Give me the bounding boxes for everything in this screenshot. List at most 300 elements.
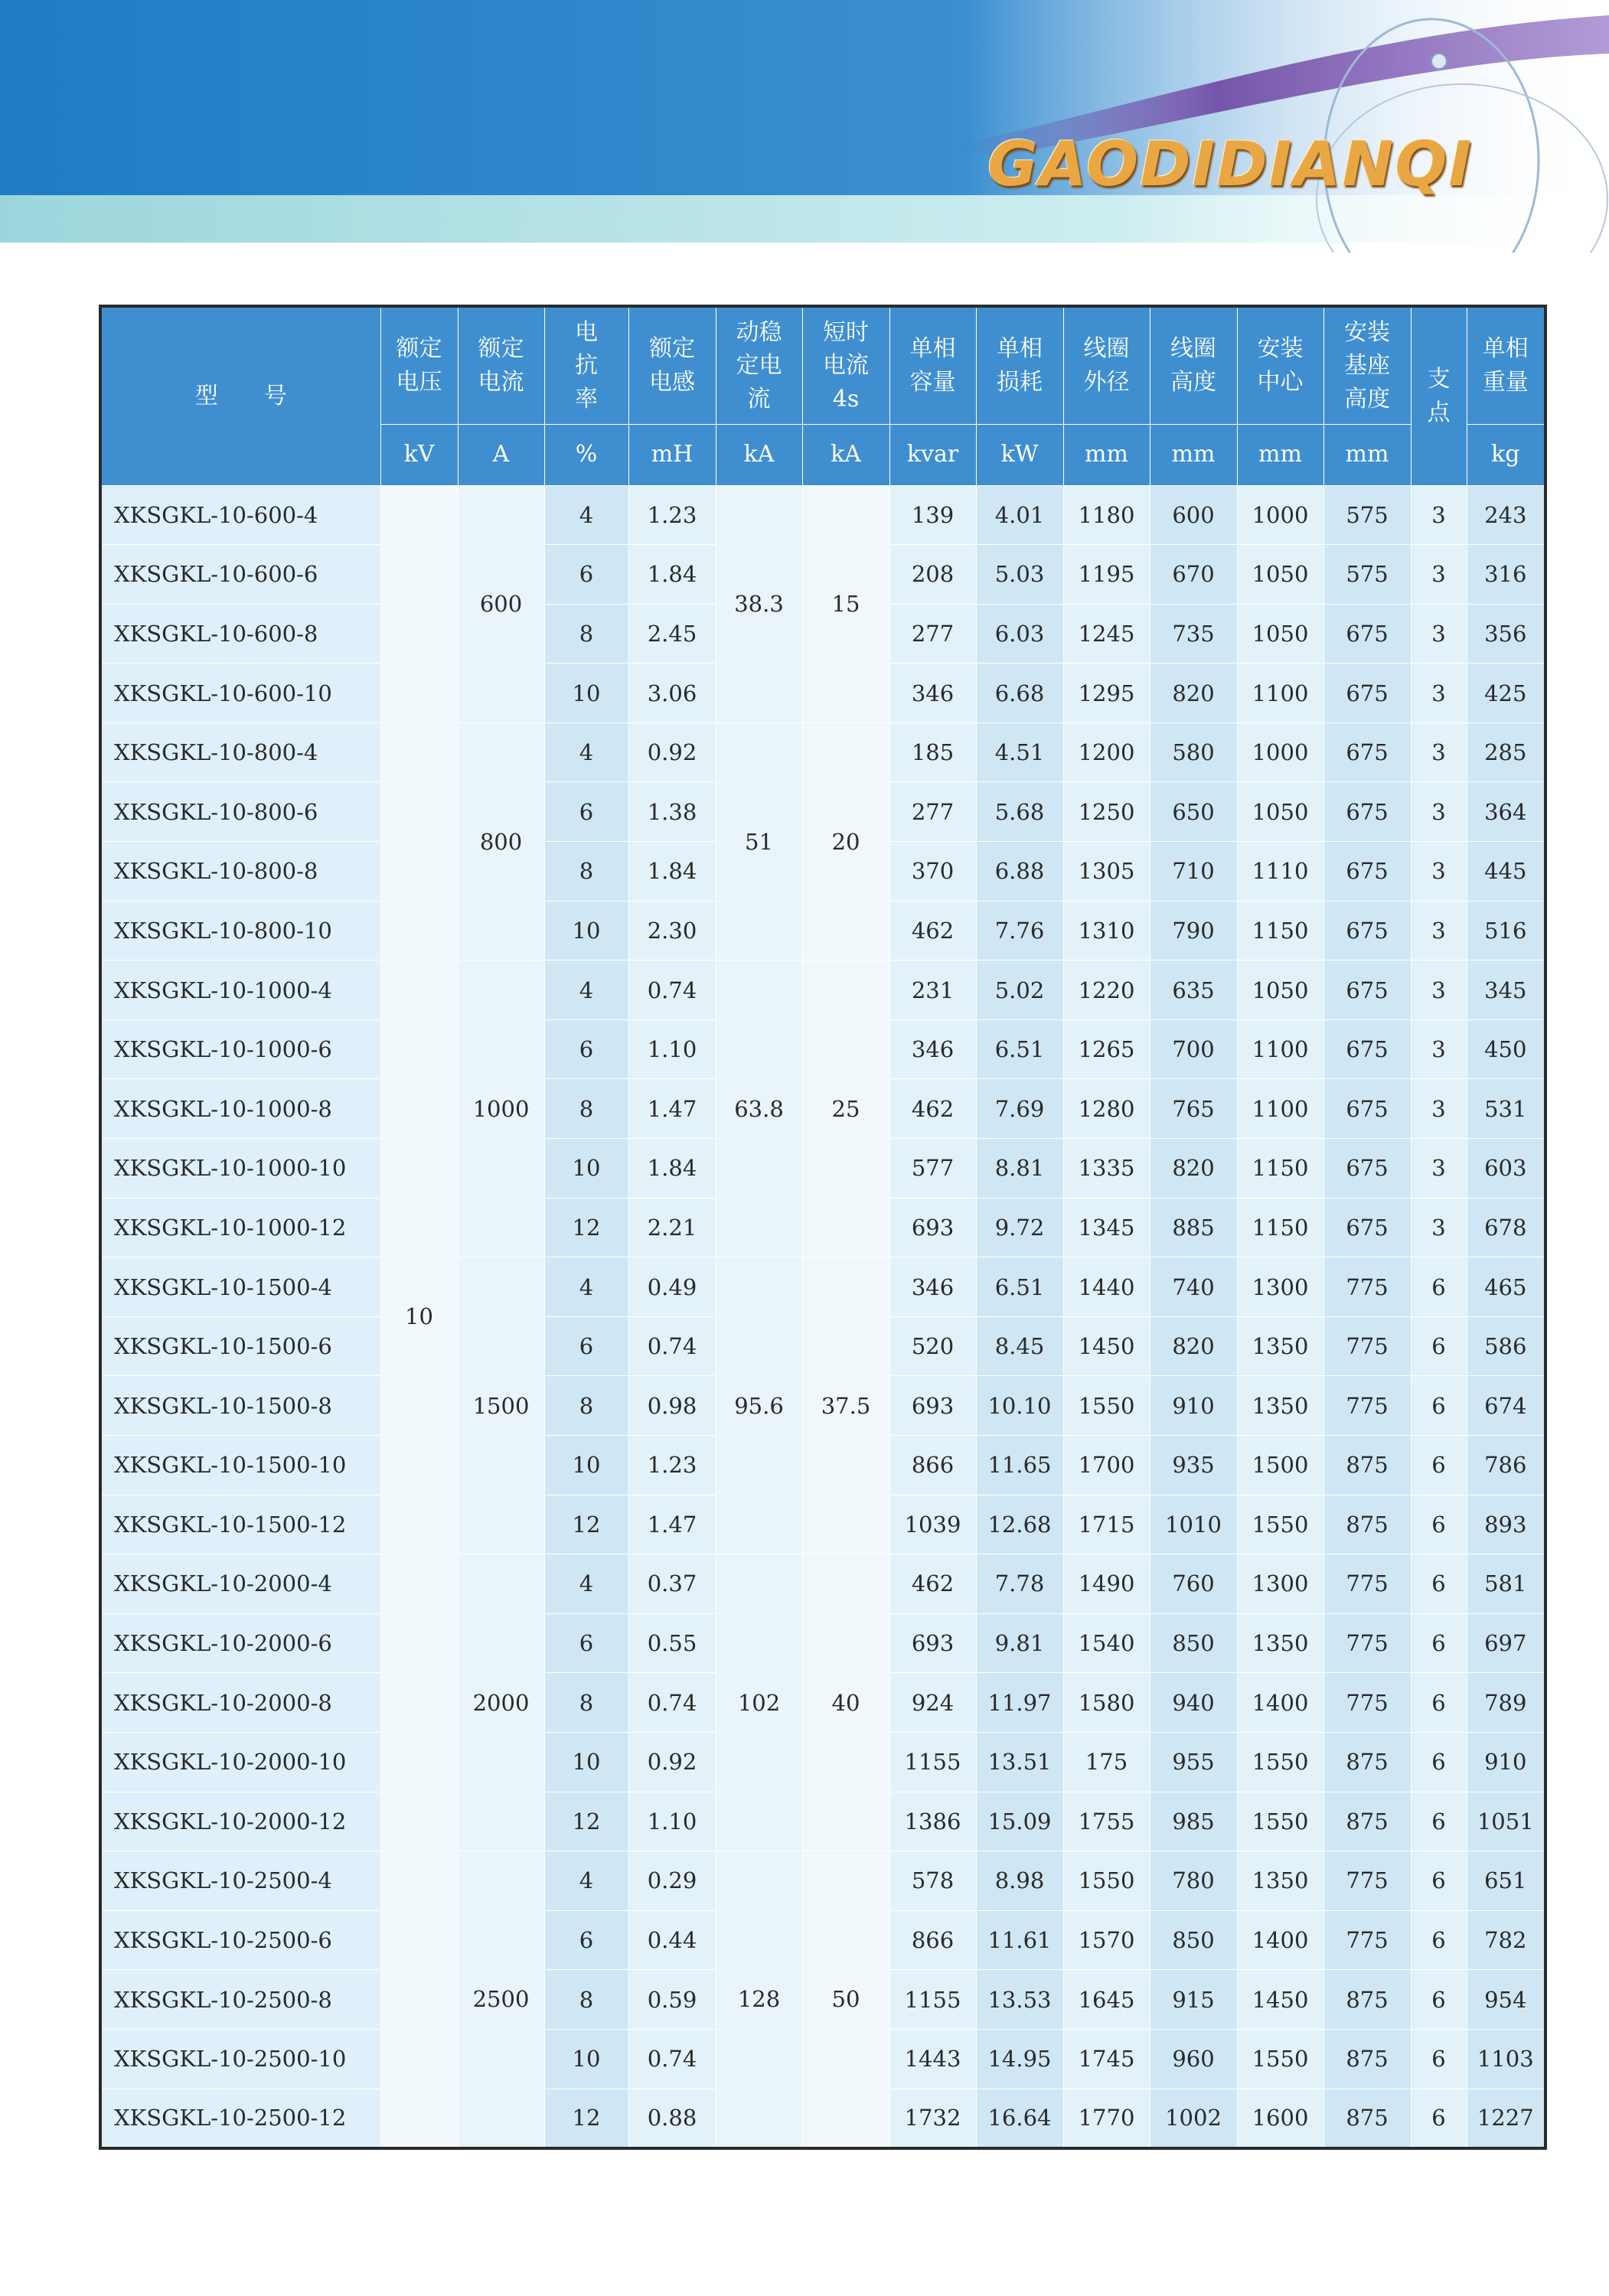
coil-height-cell: 820 [1150, 1139, 1237, 1199]
reactance-rate-cell: 8 [544, 604, 628, 664]
base-height-cell: 875 [1323, 1436, 1411, 1495]
support-points-cell: 6 [1411, 1970, 1467, 2030]
support-points-cell: 6 [1411, 1613, 1467, 1673]
reactance-rate-cell: 6 [544, 545, 628, 605]
mount-center-cell: 1150 [1237, 901, 1323, 960]
coil-height-cell: 580 [1150, 722, 1237, 782]
unit-header: mm [1150, 424, 1237, 485]
coil-diameter-cell: 1280 [1063, 1079, 1150, 1139]
inductance-cell: 3.06 [628, 664, 716, 723]
coil-height-cell: 935 [1150, 1436, 1237, 1495]
base-height-cell: 675 [1323, 1079, 1411, 1139]
column-header: 额定 电感 [628, 306, 716, 424]
support-points-cell: 3 [1411, 1079, 1467, 1139]
mount-center-cell: 1300 [1237, 1554, 1323, 1614]
support-points-cell: 3 [1411, 604, 1467, 664]
loss-cell: 16.64 [976, 2089, 1063, 2148]
weight-cell: 651 [1467, 1851, 1545, 1911]
inductance-cell: 2.45 [628, 604, 716, 664]
capacity-cell: 577 [889, 1139, 976, 1199]
mount-center-cell: 1550 [1237, 1732, 1323, 1792]
mount-center-cell: 1150 [1237, 1139, 1323, 1199]
loss-cell: 14.95 [976, 2029, 1063, 2089]
loss-cell: 6.88 [976, 842, 1063, 902]
loss-cell: 9.81 [976, 1613, 1063, 1673]
loss-cell: 13.51 [976, 1732, 1063, 1792]
model-cell: XKSGKL-10-800-8 [100, 842, 380, 902]
mount-center-cell: 1150 [1237, 1198, 1323, 1257]
loss-cell: 7.69 [976, 1079, 1063, 1139]
weight-cell: 893 [1467, 1495, 1545, 1554]
coil-diameter-cell: 1770 [1063, 2089, 1150, 2148]
mount-center-cell: 1400 [1237, 1673, 1323, 1733]
inductance-cell: 0.74 [628, 1316, 716, 1376]
unit-header: mH [628, 424, 716, 485]
model-cell: XKSGKL-10-600-10 [100, 664, 380, 723]
base-height-cell: 675 [1323, 960, 1411, 1020]
mount-center-cell: 1050 [1237, 604, 1323, 664]
coil-height-cell: 635 [1150, 960, 1237, 1020]
capacity-cell: 139 [889, 485, 976, 545]
loss-cell: 4.51 [976, 722, 1063, 782]
coil-height-cell: 850 [1150, 1910, 1237, 1970]
base-height-cell: 675 [1323, 901, 1411, 960]
base-height-cell: 775 [1323, 1851, 1411, 1911]
base-height-cell: 675 [1323, 722, 1411, 782]
support-points-cell: 6 [1411, 1436, 1467, 1495]
mount-center-cell: 1550 [1237, 2029, 1323, 2089]
support-points-cell: 6 [1411, 1554, 1467, 1614]
capacity-cell: 1155 [889, 1732, 976, 1792]
base-height-cell: 775 [1323, 1554, 1411, 1614]
rated-current-cell: 2500 [458, 1851, 544, 2148]
model-cell: XKSGKL-10-1500-4 [100, 1257, 380, 1317]
loss-cell: 11.97 [976, 1673, 1063, 1733]
reactance-rate-cell: 6 [544, 1910, 628, 1970]
coil-height-cell: 915 [1150, 1970, 1237, 2030]
coil-diameter-cell: 1715 [1063, 1495, 1150, 1554]
coil-diameter-cell: 1580 [1063, 1673, 1150, 1733]
model-cell: XKSGKL-10-800-4 [100, 722, 380, 782]
capacity-cell: 924 [889, 1673, 976, 1733]
reactance-rate-cell: 8 [544, 1673, 628, 1733]
support-points-cell: 6 [1411, 1495, 1467, 1554]
model-cell: XKSGKL-10-1000-4 [100, 960, 380, 1020]
model-cell: XKSGKL-10-1500-6 [100, 1316, 380, 1376]
coil-height-cell: 710 [1150, 842, 1237, 902]
coil-diameter-cell: 1700 [1063, 1436, 1150, 1495]
inductance-cell: 1.38 [628, 782, 716, 842]
column-header: 安装 基座 高度 [1323, 306, 1411, 424]
inductance-cell: 0.92 [628, 1732, 716, 1792]
dynamic-current-cell: 63.8 [716, 960, 802, 1257]
support-points-cell: 6 [1411, 1257, 1467, 1317]
loss-cell: 11.65 [976, 1436, 1063, 1495]
mount-center-cell: 1450 [1237, 1970, 1323, 2030]
coil-diameter-cell: 1335 [1063, 1139, 1150, 1199]
base-height-cell: 775 [1323, 1910, 1411, 1970]
rated-voltage-cell: 10 [380, 485, 458, 2148]
base-height-cell: 675 [1323, 1198, 1411, 1257]
base-height-cell: 875 [1323, 1732, 1411, 1792]
capacity-cell: 693 [889, 1376, 976, 1436]
table-row [100, 485, 1545, 545]
inductance-cell: 0.88 [628, 2089, 716, 2148]
mount-center-cell: 1550 [1237, 1495, 1323, 1554]
support-points-cell: 6 [1411, 1673, 1467, 1733]
column-header: 额定 电流 [458, 306, 544, 424]
table-row [100, 960, 1545, 1020]
weight-cell: 586 [1467, 1316, 1545, 1376]
support-points-cell: 6 [1411, 1910, 1467, 1970]
mount-center-cell: 1000 [1237, 485, 1323, 545]
coil-height-cell: 670 [1150, 545, 1237, 605]
model-cell: XKSGKL-10-600-8 [100, 604, 380, 664]
mount-center-cell: 1300 [1237, 1257, 1323, 1317]
inductance-cell: 1.10 [628, 1019, 716, 1079]
column-header: 型 号 [100, 306, 380, 485]
unit-header: % [544, 424, 628, 485]
rated-current-cell: 2000 [458, 1554, 544, 1851]
capacity-cell: 866 [889, 1436, 976, 1495]
mount-center-cell: 1100 [1237, 1019, 1323, 1079]
coil-height-cell: 700 [1150, 1019, 1237, 1079]
unit-header: kA [716, 424, 802, 485]
capacity-cell: 866 [889, 1910, 976, 1970]
support-points-cell: 3 [1411, 545, 1467, 605]
loss-cell: 5.68 [976, 782, 1063, 842]
coil-diameter-cell: 1245 [1063, 604, 1150, 664]
coil-diameter-cell: 1200 [1063, 722, 1150, 782]
inductance-cell: 1.84 [628, 545, 716, 605]
base-height-cell: 775 [1323, 1673, 1411, 1733]
loss-cell: 8.81 [976, 1139, 1063, 1199]
coil-height-cell: 885 [1150, 1198, 1237, 1257]
model-cell: XKSGKL-10-800-10 [100, 901, 380, 960]
base-height-cell: 775 [1323, 1613, 1411, 1673]
base-height-cell: 675 [1323, 604, 1411, 664]
unit-header: mm [1063, 424, 1150, 485]
column-header: 短时 电流 4s [802, 306, 889, 424]
unit-header: kV [380, 424, 458, 485]
model-cell: XKSGKL-10-1500-12 [100, 1495, 380, 1554]
capacity-cell: 693 [889, 1613, 976, 1673]
coil-height-cell: 740 [1150, 1257, 1237, 1317]
support-points-cell: 3 [1411, 722, 1467, 782]
short-time-current-cell: 25 [802, 960, 889, 1257]
loss-cell: 6.51 [976, 1019, 1063, 1079]
base-height-cell: 675 [1323, 1139, 1411, 1199]
weight-cell: 356 [1467, 604, 1545, 664]
model-cell: XKSGKL-10-2500-10 [100, 2029, 380, 2089]
coil-diameter-cell: 1195 [1063, 545, 1150, 605]
mount-center-cell: 1600 [1237, 2089, 1323, 2148]
capacity-cell: 346 [889, 664, 976, 723]
unit-header: kA [802, 424, 889, 485]
model-cell: XKSGKL-10-2000-4 [100, 1554, 380, 1614]
inductance-cell: 0.49 [628, 1257, 716, 1317]
weight-cell: 450 [1467, 1019, 1545, 1079]
reactance-rate-cell: 4 [544, 1851, 628, 1911]
weight-cell: 425 [1467, 664, 1545, 723]
inductance-cell: 1.10 [628, 1792, 716, 1851]
model-cell: XKSGKL-10-1500-8 [100, 1376, 380, 1436]
coil-diameter-cell: 1310 [1063, 901, 1150, 960]
reactance-rate-cell: 4 [544, 960, 628, 1020]
dynamic-current-cell: 95.6 [716, 1257, 802, 1554]
unit-header: kg [1467, 424, 1545, 485]
inductance-cell: 0.74 [628, 960, 716, 1020]
coil-diameter-cell: 1265 [1063, 1019, 1150, 1079]
coil-diameter-cell: 1345 [1063, 1198, 1150, 1257]
capacity-cell: 520 [889, 1316, 976, 1376]
loss-cell: 12.68 [976, 1495, 1063, 1554]
capacity-cell: 462 [889, 901, 976, 960]
weight-cell: 954 [1467, 1970, 1545, 2030]
table-row [100, 1554, 1545, 1614]
base-height-cell: 675 [1323, 1019, 1411, 1079]
coil-diameter-cell: 1540 [1063, 1613, 1150, 1673]
weight-cell: 678 [1467, 1198, 1545, 1257]
coil-height-cell: 955 [1150, 1732, 1237, 1792]
capacity-cell: 462 [889, 1554, 976, 1614]
support-points-cell: 3 [1411, 1139, 1467, 1199]
capacity-cell: 370 [889, 842, 976, 902]
reactance-rate-cell: 4 [544, 1257, 628, 1317]
reactance-rate-cell: 8 [544, 1970, 628, 2030]
unit-header: A [458, 424, 544, 485]
coil-diameter-cell: 1220 [1063, 960, 1150, 1020]
weight-cell: 786 [1467, 1436, 1545, 1495]
column-header: 支 点 [1411, 306, 1467, 485]
model-cell: XKSGKL-10-2000-8 [100, 1673, 380, 1733]
coil-height-cell: 765 [1150, 1079, 1237, 1139]
reactance-rate-cell: 6 [544, 782, 628, 842]
mount-center-cell: 1500 [1237, 1436, 1323, 1495]
unit-header: kvar [889, 424, 976, 485]
base-height-cell: 775 [1323, 1316, 1411, 1376]
reactance-rate-cell: 8 [544, 1376, 628, 1436]
loss-cell: 7.78 [976, 1554, 1063, 1614]
reactance-rate-cell: 10 [544, 2029, 628, 2089]
mount-center-cell: 1050 [1237, 545, 1323, 605]
weight-cell: 465 [1467, 1257, 1545, 1317]
column-header: 线圈 高度 [1150, 306, 1237, 424]
reactance-rate-cell: 6 [544, 1613, 628, 1673]
base-height-cell: 675 [1323, 842, 1411, 902]
coil-diameter-cell: 1645 [1063, 1970, 1150, 2030]
reactance-rate-cell: 12 [544, 2089, 628, 2148]
unit-header: mm [1237, 424, 1323, 485]
coil-height-cell: 940 [1150, 1673, 1237, 1733]
reactance-rate-cell: 10 [544, 1139, 628, 1199]
mount-center-cell: 1100 [1237, 1079, 1323, 1139]
support-points-cell: 6 [1411, 1851, 1467, 1911]
model-cell: XKSGKL-10-800-6 [100, 782, 380, 842]
inductance-cell: 0.98 [628, 1376, 716, 1436]
model-cell: XKSGKL-10-2000-10 [100, 1732, 380, 1792]
capacity-cell: 1732 [889, 2089, 976, 2148]
model-cell: XKSGKL-10-2500-6 [100, 1910, 380, 1970]
support-points-cell: 6 [1411, 1316, 1467, 1376]
coil-height-cell: 1002 [1150, 2089, 1237, 2148]
loss-cell: 8.98 [976, 1851, 1063, 1911]
coil-diameter-cell: 1550 [1063, 1376, 1150, 1436]
dynamic-current-cell: 51 [716, 722, 802, 960]
capacity-cell: 277 [889, 604, 976, 664]
mount-center-cell: 1350 [1237, 1613, 1323, 1673]
specification-table [99, 305, 1547, 2150]
header-banner [0, 0, 1609, 253]
mount-center-cell: 1050 [1237, 960, 1323, 1020]
coil-height-cell: 910 [1150, 1376, 1237, 1436]
reactance-rate-cell: 4 [544, 485, 628, 545]
support-points-cell: 6 [1411, 1376, 1467, 1436]
coil-diameter-cell: 1570 [1063, 1910, 1150, 1970]
loss-cell: 4.01 [976, 485, 1063, 545]
column-header: 线圈 外径 [1063, 306, 1150, 424]
inductance-cell: 1.47 [628, 1079, 716, 1139]
inductance-cell: 0.55 [628, 1613, 716, 1673]
support-points-cell: 3 [1411, 901, 1467, 960]
loss-cell: 9.72 [976, 1198, 1063, 1257]
loss-cell: 10.10 [976, 1376, 1063, 1436]
mount-center-cell: 1100 [1237, 664, 1323, 723]
inductance-cell: 0.92 [628, 722, 716, 782]
weight-cell: 1103 [1467, 2029, 1545, 2089]
mount-center-cell: 1350 [1237, 1376, 1323, 1436]
support-points-cell: 3 [1411, 1019, 1467, 1079]
weight-cell: 243 [1467, 485, 1545, 545]
weight-cell: 531 [1467, 1079, 1545, 1139]
rated-current-cell: 1000 [458, 960, 544, 1257]
support-points-cell: 3 [1411, 842, 1467, 902]
short-time-current-cell: 20 [802, 722, 889, 960]
loss-cell: 7.76 [976, 901, 1063, 960]
loss-cell: 13.53 [976, 1970, 1063, 2030]
loss-cell: 8.45 [976, 1316, 1063, 1376]
short-time-current-cell: 15 [802, 485, 889, 722]
capacity-cell: 693 [889, 1198, 976, 1257]
support-points-cell: 6 [1411, 2089, 1467, 2148]
model-cell: XKSGKL-10-600-4 [100, 485, 380, 545]
weight-cell: 697 [1467, 1613, 1545, 1673]
coil-diameter-cell: 1305 [1063, 842, 1150, 902]
base-height-cell: 775 [1323, 1376, 1411, 1436]
inductance-cell: 2.21 [628, 1198, 716, 1257]
rated-current-cell: 600 [458, 485, 544, 722]
inductance-cell: 0.59 [628, 1970, 716, 2030]
weight-cell: 445 [1467, 842, 1545, 902]
unit-header: mm [1323, 424, 1411, 485]
coil-height-cell: 820 [1150, 664, 1237, 723]
column-header: 单相 重量 [1467, 306, 1545, 424]
inductance-cell: 1.84 [628, 842, 716, 902]
capacity-cell: 277 [889, 782, 976, 842]
mount-center-cell: 1050 [1237, 782, 1323, 842]
coil-diameter-cell: 175 [1063, 1732, 1150, 1792]
model-cell: XKSGKL-10-2500-4 [100, 1851, 380, 1911]
loss-cell: 6.51 [976, 1257, 1063, 1317]
coil-diameter-cell: 1250 [1063, 782, 1150, 842]
short-time-current-cell: 50 [802, 1851, 889, 2148]
coil-height-cell: 790 [1150, 901, 1237, 960]
base-height-cell: 575 [1323, 485, 1411, 545]
coil-height-cell: 850 [1150, 1613, 1237, 1673]
base-height-cell: 875 [1323, 1970, 1411, 2030]
reactance-rate-cell: 10 [544, 1436, 628, 1495]
model-cell: XKSGKL-10-2000-6 [100, 1613, 380, 1673]
table-row [100, 1257, 1545, 1317]
column-header: 单相 容量 [889, 306, 976, 424]
model-cell: XKSGKL-10-1500-10 [100, 1436, 380, 1495]
inductance-cell: 1.23 [628, 485, 716, 545]
short-time-current-cell: 37.5 [802, 1257, 889, 1554]
reactance-rate-cell: 4 [544, 722, 628, 782]
model-cell: XKSGKL-10-1000-6 [100, 1019, 380, 1079]
model-cell: XKSGKL-10-2500-8 [100, 1970, 380, 2030]
coil-diameter-cell: 1755 [1063, 1792, 1150, 1851]
banner-graphic [0, 0, 1609, 253]
weight-cell: 789 [1467, 1673, 1545, 1733]
capacity-cell: 208 [889, 545, 976, 605]
support-points-cell: 3 [1411, 664, 1467, 723]
base-height-cell: 775 [1323, 1257, 1411, 1317]
base-height-cell: 875 [1323, 2089, 1411, 2148]
mount-center-cell: 1350 [1237, 1851, 1323, 1911]
coil-height-cell: 600 [1150, 485, 1237, 545]
loss-cell: 5.02 [976, 960, 1063, 1020]
coil-height-cell: 820 [1150, 1316, 1237, 1376]
inductance-cell: 0.29 [628, 1851, 716, 1911]
model-cell: XKSGKL-10-2500-12 [100, 2089, 380, 2148]
inductance-cell: 0.37 [628, 1554, 716, 1614]
mount-center-cell: 1400 [1237, 1910, 1323, 1970]
capacity-cell: 1443 [889, 2029, 976, 2089]
coil-height-cell: 960 [1150, 2029, 1237, 2089]
capacity-cell: 1386 [889, 1792, 976, 1851]
inductance-cell: 2.30 [628, 901, 716, 960]
reactance-rate-cell: 12 [544, 1792, 628, 1851]
weight-cell: 910 [1467, 1732, 1545, 1792]
reactance-rate-cell: 6 [544, 1316, 628, 1376]
support-points-cell: 6 [1411, 2029, 1467, 2089]
inductance-cell: 0.44 [628, 1910, 716, 1970]
base-height-cell: 875 [1323, 1495, 1411, 1554]
coil-height-cell: 780 [1150, 1851, 1237, 1911]
reactance-rate-cell: 12 [544, 1198, 628, 1257]
model-cell: XKSGKL-10-2000-12 [100, 1792, 380, 1851]
brand-wordmark: GAODIDIANQI [987, 129, 1474, 200]
dynamic-current-cell: 38.3 [716, 485, 802, 722]
model-cell: XKSGKL-10-600-6 [100, 545, 380, 605]
weight-cell: 603 [1467, 1139, 1545, 1199]
unit-header: kW [976, 424, 1063, 485]
base-height-cell: 875 [1323, 1792, 1411, 1851]
coil-height-cell: 735 [1150, 604, 1237, 664]
coil-height-cell: 760 [1150, 1554, 1237, 1614]
inductance-cell: 1.47 [628, 1495, 716, 1554]
dynamic-current-cell: 128 [716, 1851, 802, 2148]
table-header [100, 306, 1545, 485]
weight-cell: 316 [1467, 545, 1545, 605]
table-row [100, 722, 1545, 782]
rated-current-cell: 1500 [458, 1257, 544, 1554]
coil-diameter-cell: 1550 [1063, 1851, 1150, 1911]
support-points-cell: 3 [1411, 485, 1467, 545]
reactance-rate-cell: 10 [544, 1732, 628, 1792]
loss-cell: 15.09 [976, 1792, 1063, 1851]
